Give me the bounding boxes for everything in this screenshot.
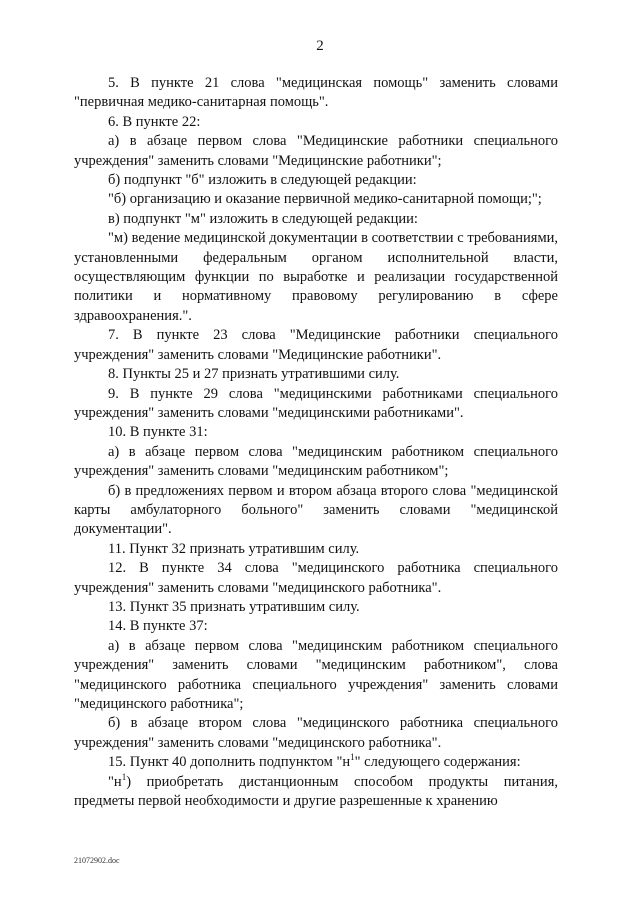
text-segment: 8. Пункты 25 и 27 признать утратившими силу. [108, 366, 400, 383]
paragraph [74, 113, 558, 132]
text-segment: 10. В пункте 31: [108, 424, 208, 441]
text-segment: 14. В пункте 37: [108, 618, 208, 635]
text-segment: а) в абзаце первом слова "Медицинские работники специального учреждения" заменить словами "Медицинские работники"; [74, 133, 558, 169]
paragraph [74, 443, 558, 482]
text-segment: 5. В пункте 21 слова "медицинская помощь" заменить словами "первичная медико-санитарная помощь". [74, 75, 558, 111]
superscript: 1 [121, 771, 127, 782]
paragraph [74, 637, 558, 715]
paragraph [74, 598, 558, 617]
footer-filename: 21072902.doc [74, 856, 120, 865]
text-segment: в) подпункт "м" изложить в следующей редакции: [108, 210, 418, 227]
paragraph [74, 773, 558, 812]
paragraph [74, 714, 558, 753]
text-segment: а) в абзаце первом слова "медицинским работником специального учреждения" заменить словами "медицинским работником", слова "медицинского работника специального учреждения" заменить словами "медицинского работника"; [74, 637, 558, 712]
paragraph [74, 482, 558, 540]
paragraph [74, 540, 558, 559]
text-segment: б) в предложениях первом и втором абзаца второго слова "медицинской карты амбулаторного больного" заменить словами "медицинской документации". [74, 482, 558, 538]
paragraph [74, 753, 558, 772]
paragraph [74, 74, 558, 113]
document-body [74, 74, 558, 811]
text-segment: 7. В пункте 23 слова "Медицинские работники специального учреждения" заменить словами "Медицинские работники". [74, 327, 558, 363]
paragraph [74, 365, 558, 384]
paragraph [74, 132, 558, 171]
paragraph [74, 171, 558, 190]
text-segment: 9. В пункте 29 слова "медицинскими работниками специального учреждения" заменить словами "медицинскими работниками". [74, 385, 558, 421]
page-number: 2 [316, 38, 324, 54]
text-segment: " следующего содержания: [354, 754, 521, 771]
text-segment: 12. В пункте 34 слова "медицинского работника специального учреждения" заменить словами "медицинского работника". [74, 560, 558, 596]
text-segment: б) подпункт "б" изложить в следующей редакции: [108, 172, 417, 189]
text-segment: 13. Пункт 35 признать утратившим силу. [108, 598, 360, 615]
paragraph [74, 190, 558, 209]
paragraph [74, 229, 558, 326]
text-segment: 15. Пункт 40 дополнить подпунктом "н [108, 754, 351, 771]
paragraph [74, 210, 558, 229]
superscript: 1 [350, 752, 355, 763]
text-segment: "н [108, 773, 122, 790]
paragraph [74, 423, 558, 442]
text-segment: "м) ведение медицинской документации в соответствии с требованиями, установленными федеральным органом исполнительной власти, осуществляющим функции по выработке и реализации государственной политики и нормативному правовому регулированию в сфере здравоохранения.". [74, 230, 558, 324]
paragraph [74, 559, 558, 598]
text-segment: "б) организацию и оказание первичной медико-санитарной помощи;"; [108, 191, 542, 208]
text-segment: 11. Пункт 32 признать утратившим силу. [108, 540, 360, 557]
text-segment: а) в абзаце первом слова "медицинским работником специального учреждения" заменить словами "медицинским работником"; [74, 443, 558, 480]
paragraph [74, 385, 558, 424]
text-segment: б) в абзаце втором слова "медицинского работника специального учреждения" заменить словами "медицинского работника". [74, 715, 558, 751]
text-segment: ) приобретать дистанционным способом продукты питания, предметы первой необходимости и другие разрешенные к хранению [74, 773, 558, 810]
text-segment: 6. В пункте 22: [108, 113, 201, 130]
paragraph [74, 326, 558, 365]
paragraph [74, 617, 558, 636]
